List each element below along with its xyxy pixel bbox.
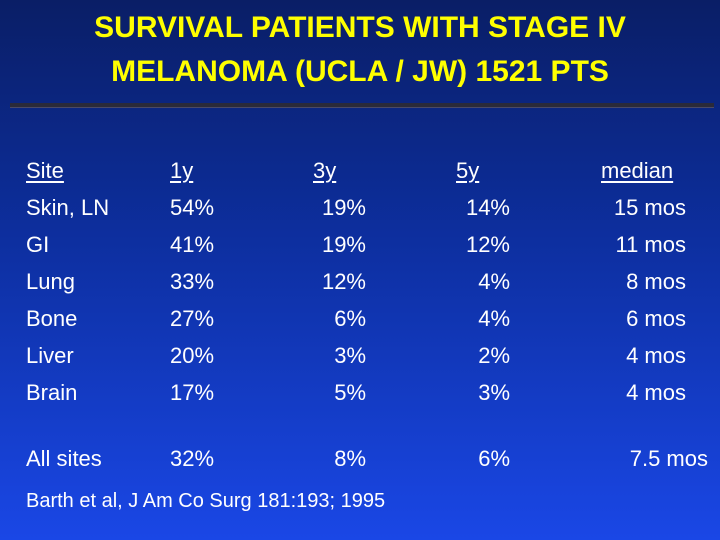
- header-3y: 3y: [313, 158, 337, 183]
- title-line-2: MELANOMA (UCLA / JW) 1521 PTS: [111, 55, 609, 88]
- row-site: GI: [26, 232, 50, 257]
- row-1y: 41%: [170, 232, 215, 257]
- row-5y: 4%: [478, 269, 510, 294]
- row-median: 6 mos: [626, 306, 686, 331]
- row-3y: 19%: [321, 195, 366, 220]
- row-median: 15 mos: [613, 195, 686, 220]
- row-5y: 2%: [478, 343, 510, 368]
- row-median: 4 mos: [626, 380, 686, 405]
- row-median: 11 mos: [615, 232, 686, 257]
- all-sites-5y: 6%: [478, 446, 510, 471]
- all-sites-3y: 8%: [334, 446, 366, 471]
- row-1y: 20%: [170, 343, 215, 368]
- all-sites-1y: 32%: [170, 446, 215, 471]
- header-median: median: [601, 158, 674, 183]
- row-1y: 33%: [170, 269, 215, 294]
- row-3y: 5%: [334, 380, 366, 405]
- all-sites-label: All sites: [26, 446, 102, 471]
- row-median: 8 mos: [626, 269, 686, 294]
- row-site: Brain: [26, 380, 78, 405]
- row-site: Lung: [26, 269, 75, 294]
- row-1y: 17%: [170, 380, 215, 405]
- row-3y: 12%: [321, 269, 366, 294]
- row-3y: 6%: [334, 306, 366, 331]
- row-1y: 27%: [170, 306, 215, 331]
- row-site: Liver: [26, 343, 74, 368]
- row-5y: 12%: [465, 232, 510, 257]
- row-5y: 3%: [478, 380, 510, 405]
- row-1y: 54%: [170, 195, 215, 220]
- header-site: Site: [26, 158, 64, 183]
- row-site: Bone: [26, 306, 78, 331]
- row-5y: 4%: [478, 306, 510, 331]
- row-median: 4 mos: [626, 343, 686, 368]
- row-3y: 19%: [321, 232, 366, 257]
- row-3y: 3%: [334, 343, 366, 368]
- citation: Barth et al, J Am Co Surg 181:193; 1995: [26, 490, 386, 512]
- title-divider: [10, 103, 714, 108]
- row-5y: 14%: [465, 195, 510, 220]
- header-5y: 5y: [456, 158, 480, 183]
- row-site: Skin, LN: [26, 195, 110, 220]
- title-line-1: SURVIVAL PATIENTS WITH STAGE IV: [94, 11, 626, 44]
- all-sites-median: 7.5 mos: [629, 446, 708, 471]
- header-1y: 1y: [170, 158, 194, 183]
- slide-title: [0, 6, 720, 94]
